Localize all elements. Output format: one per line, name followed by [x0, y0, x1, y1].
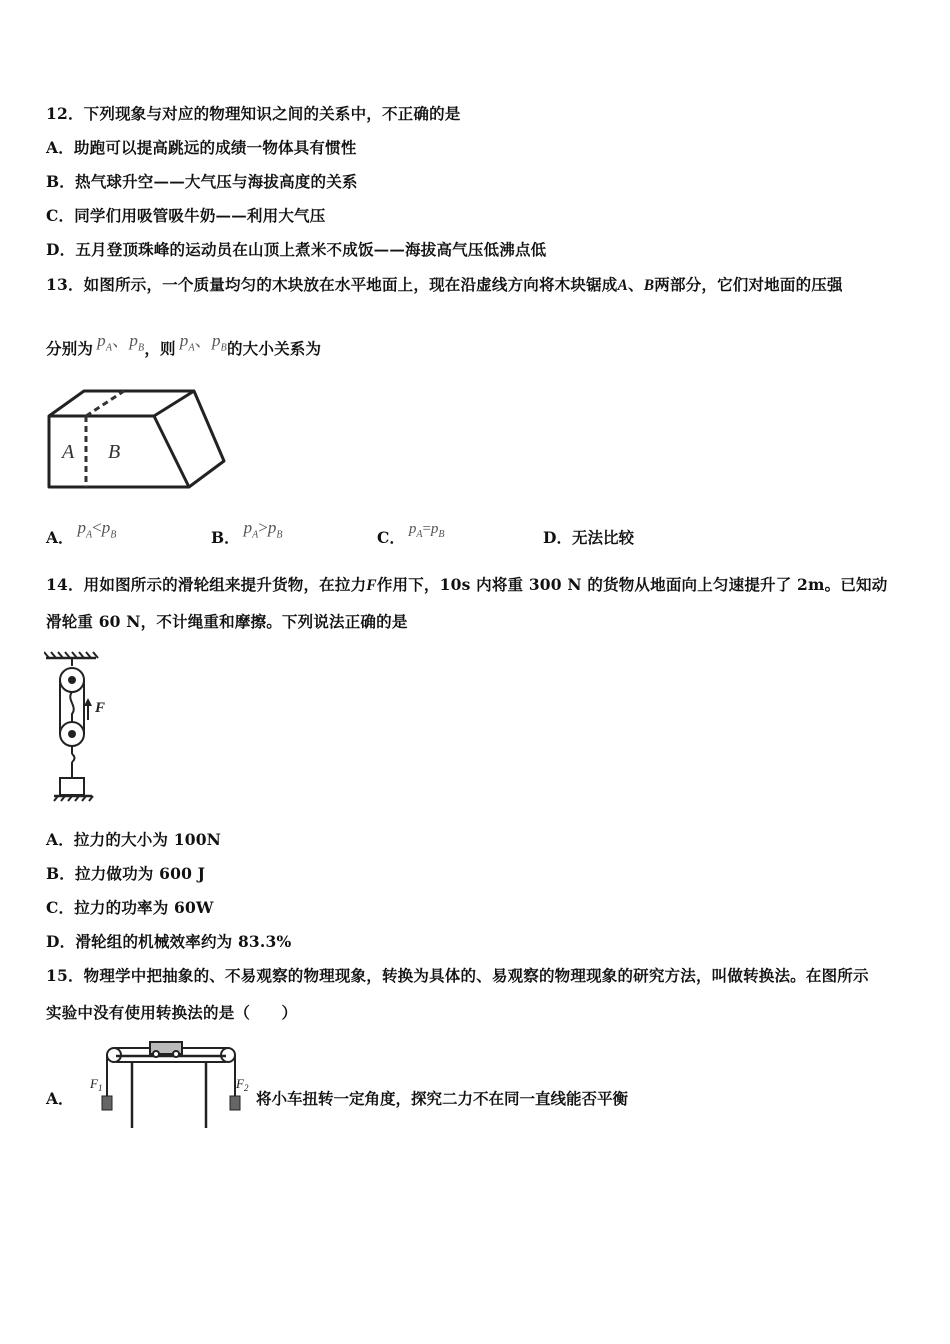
figure-label-a: A: [62, 441, 75, 463]
q13-option-b: B．$p_A>p_B$: [211, 518, 283, 547]
q14-stem-line2: 滑轮重 60 N，不计绳重和摩擦。下列说法正确的是: [46, 612, 408, 631]
q13-option-d: D．无法比较: [543, 528, 634, 547]
cart-balance-figure: [86, 1036, 252, 1132]
q15-stem-line1: 15．物理学中把抽象的、不易观察的物理现象，转换为具体的、易观察的物理现象的研究方法，叫做转换法。在图所示: [46, 966, 869, 985]
svg-text:F1: $F_1$: [90, 1076, 103, 1093]
q15-stem-line2: 实验中没有使用转换法的是（ ）: [46, 1003, 298, 1022]
q13-option-c: C． $p_A=p_B$: [377, 521, 445, 547]
q12-stem: 12．下列现象与对应的物理知识之间的关系中，不正确的是: [46, 104, 461, 123]
q13-stem-line1: 13．如图所示，一个质量均匀的木块放在水平地面上，现在沿虚线方向将木块锯成A、B两部分，它们对地面的压强: [46, 275, 843, 294]
q14-option-a: A．拉力的大小为 100N: [46, 830, 222, 849]
q15-option-a-text: 将小车扭转一定角度，探究二力不在同一直线能否平衡: [256, 1089, 629, 1108]
wood-block-figure: [44, 386, 230, 496]
figure-f1: F: [90, 1076, 98, 1091]
q12-option-d: D．五月登顶珠峰的运动员在山顶上煮米不成饭——海拔高气压低沸点低: [46, 240, 547, 259]
q12-option-b: B．热气球升空——大气压与海拔高度的关系: [46, 172, 358, 191]
left-weight: [102, 1096, 112, 1110]
q12-option-a: A．助跑可以提高跳远的成绩一物体具有惯性: [46, 138, 357, 157]
q14-option-d: D．滑轮组的机械效率约为 83.3%: [46, 932, 292, 951]
figure-label-b: B: [108, 441, 121, 463]
pulley-system-figure: [44, 650, 114, 802]
q15-option-a-label: A．: [46, 1089, 74, 1108]
q13-option-a: A．$p_A<p_B$: [46, 518, 117, 547]
q14-option-b: B．拉力做功为 600 J: [46, 864, 206, 883]
figure-label-f: F: [95, 700, 106, 716]
q12-option-c: C．同学们用吸管吸牛奶——利用大气压: [46, 206, 326, 225]
cargo-box: [60, 778, 84, 795]
svg-text:F2: $F_2$: [236, 1076, 249, 1093]
block-outline: [49, 391, 224, 487]
q14-stem-line1: 14．用如图所示的滑轮组来提升货物，在拉力F作用下，10s 内将重 300 N 的货物从地面向上匀速提升了 2m。已知动: [46, 575, 888, 594]
q13-stem-line2: 分别为 $p_A$、$p_B$，则 $p_A$、$p_B$的大小关系为: [46, 331, 322, 358]
q14-option-c: C．拉力的功率为 60W: [46, 898, 214, 917]
figure-f2: F: [236, 1076, 244, 1091]
right-weight: [230, 1096, 240, 1110]
